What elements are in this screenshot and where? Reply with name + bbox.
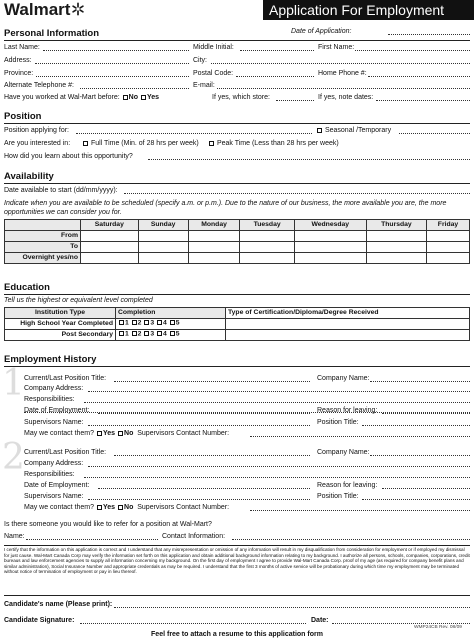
current-title-field[interactable] [114,455,310,456]
table-row [5,330,470,341]
may-contact-row [24,504,229,511]
seasonal-field[interactable] [399,133,470,134]
availability-cell[interactable] [138,242,188,253]
which-store-field[interactable] [276,100,314,101]
full-time-checkbox[interactable] [83,141,88,146]
brand-logo [4,1,85,18]
candidate-signature-field[interactable] [80,623,306,624]
table-row [5,253,470,264]
availability-cell[interactable] [81,242,139,253]
reason-leaving-label: Reason for leaving: [317,407,378,414]
employer-number: 1 [2,363,25,404]
alt-phone-label: Alternate Telephone #: [4,82,74,89]
level-label: 1 [125,330,129,338]
availability-cell[interactable] [81,231,139,242]
referral-name-field[interactable] [26,539,158,540]
table-row [5,242,470,253]
page-title-banner [263,0,474,20]
position-applying-field[interactable] [76,133,312,134]
first-name-field[interactable] [355,50,470,51]
company-name-label: Company Name: [317,375,370,382]
position-title-label: Position Title: [317,493,359,500]
certification-text: I certify that the information on this application is correct and I understand that any misrepresentation or omission of any information will result in my disqualification from consideration for employment or if employed my dismissal for just cause. Wal-Mart Canada Corp may verify the information set forth on this application and obtain additional background information relating to my background. I authorize all persons, schools, companies, corporations, credit bureaus and law enforcement agencies to supply all information concerning my background. On the first day of employment I agree to provide Wal-Mart Canada Corp. proof of my age (as required for company benefit plans and similar administration), Social Insurance Number and appropriate credentials as may be required. I understand that the first 3 months of active service will be probationary during which time my employment may be terminated without notice of termination of employment or pay in lieu thereof. [4,547,470,575]
first-name-label: First Name: [318,44,355,51]
position-title-field[interactable] [362,499,470,500]
day-header: Sunday [138,220,188,231]
level-label: 4 [163,330,167,338]
responsibilities-field[interactable] [84,402,470,403]
referral-question: Is there someone you would like to refer for a position at Wal-Mart? [4,521,212,528]
post-secondary-completion [116,330,226,341]
which-store-label: If yes, which store: [212,94,270,101]
high-school-completion [116,319,226,330]
date-employment-label: Date of Employment: [24,482,90,489]
company-name-field[interactable] [370,455,470,456]
date-employment-label: Date of Employment: [24,407,90,414]
divider [4,123,470,124]
contact-no-checkbox[interactable] [118,505,123,510]
seasonal-label: Seasonal /Temporary [324,127,392,134]
address-label: Address: [4,57,32,64]
availability-cell[interactable] [240,242,294,253]
candidate-name-field[interactable] [114,607,470,608]
supervisor-contact-field[interactable] [250,436,470,437]
last-name-label: Last Name: [4,44,40,51]
contact-yes-label: Yes [102,504,116,511]
reason-leaving-field[interactable] [382,413,470,414]
divider [4,294,470,295]
date-available-label: Date available to start (dd/mm/yyyy): [4,187,118,194]
level-label: 3 [150,319,155,327]
table-row [5,231,470,242]
current-title-label: Current/Last Position Title: [24,449,107,456]
supervisors-name-label: Supervisors Name: [24,493,84,500]
divider [4,183,470,184]
level-label: 2 [137,319,142,327]
availability-cell[interactable] [427,231,470,242]
availability-cell[interactable] [188,231,240,242]
table-row [5,319,470,330]
level-label: 2 [137,330,142,338]
middle-initial-field[interactable] [240,50,314,51]
page-title: Application For Employment [269,2,445,18]
day-header: Tuesday [240,220,294,231]
level-checkbox[interactable] [132,331,137,336]
how-heard-label: How did you learn about this opportunity? [4,153,133,160]
level-label: 5 [175,330,180,338]
row-label-to: To [5,242,81,253]
worked-before-yes-label: Yes [146,94,160,101]
level-checkbox[interactable] [157,320,162,325]
city-field[interactable] [211,63,470,64]
divider [4,545,470,546]
level-label: 5 [175,319,180,327]
worked-before-yes-checkbox[interactable] [141,95,146,100]
email-label: E-mail: [193,82,215,89]
seasonal-checkbox[interactable] [317,128,322,133]
availability-cell[interactable] [240,253,294,264]
certification-cell[interactable] [226,319,470,330]
row-label-from: From [5,231,81,242]
company-name-label: Company Name: [317,449,370,456]
worked-before-label: Have you worked at Wal-Mart before: [4,94,120,101]
peak-time-label: Peak Time (Less than 28 hrs per week) [216,140,339,147]
province-label: Province: [4,70,34,77]
availability-cell[interactable] [294,231,366,242]
date-of-application-label: Date of Application: [291,28,352,35]
availability-cell[interactable] [366,231,426,242]
contact-yes-label: Yes [102,430,116,437]
full-time-option [82,140,199,147]
company-address-field[interactable] [88,466,470,467]
postal-code-label: Postal Code: [193,70,234,77]
signature-date-label: Date: [311,617,329,624]
position-title-field[interactable] [362,425,470,426]
corner-cell [5,220,81,231]
availability-cell[interactable] [427,253,470,264]
date-employment-field[interactable] [98,488,310,489]
supervisor-contact-label: Supervisors Contact Number: [137,430,230,437]
availability-note: Indicate when you are available to be scheduled (specify a.m. or p.m.). Due to the nature of our business, the more available you are, the more opportunities we can consider you for. [4,200,447,216]
education-note: Tell us the highest or equivalent level completed [4,297,153,304]
personal-heading: Personal Information [4,28,100,39]
home-phone-label: Home Phone #: [318,70,367,77]
employment-heading: Employment History [4,354,97,365]
position-title-label: Position Title: [317,419,359,426]
peak-time-checkbox[interactable] [209,141,214,146]
level-checkbox[interactable] [119,320,124,325]
may-contact-row [24,430,229,437]
province-field[interactable] [36,76,189,77]
responsibilities-label: Responsibilities: [24,396,75,403]
how-heard-field[interactable] [148,159,470,160]
row-label-overnight: Overnight yes/no [5,253,81,264]
divider [4,366,470,367]
address-field[interactable] [35,63,189,64]
referral-contact-field[interactable] [232,539,470,540]
signature-date-field[interactable] [332,623,470,624]
day-header: Friday [427,220,470,231]
alt-phone-field[interactable] [80,88,189,89]
peak-time-option [208,140,339,147]
reason-leaving-label: Reason for leaving: [317,482,378,489]
responsibilities-label: Responsibilities: [24,471,75,478]
level-label: 1 [125,319,129,327]
city-label: City: [193,57,207,64]
worked-before-no-checkbox[interactable] [123,95,128,100]
level-checkbox[interactable] [170,320,175,325]
referral-contact-label: Contact Information: [162,533,226,540]
high-school-label: High School Year Completed [5,319,116,330]
availability-cell[interactable] [294,242,366,253]
note-dates-field[interactable] [376,100,470,101]
availability-cell[interactable] [138,253,188,264]
availability-table [4,219,470,264]
candidate-signature-label: Candidate Signature: [4,617,75,624]
availability-cell[interactable] [81,253,139,264]
post-secondary-label: Post Secondary [5,330,116,341]
responsibilities-field[interactable] [84,477,470,478]
divider [4,595,470,596]
form-code: WMP24CB Rev. 08/09 [414,625,462,630]
availability-cell[interactable] [427,242,470,253]
brand-name: Walmart [4,0,71,19]
availability-cell[interactable] [294,253,366,264]
referral-name-label: Name: [4,533,25,540]
day-header: Wednesday [294,220,366,231]
position-heading: Position [4,111,42,122]
position-applying-label: Position applying for: [4,127,69,134]
current-title-field[interactable] [114,381,310,382]
date-of-application-field[interactable] [388,34,470,35]
supervisor-contact-field[interactable] [250,510,470,511]
contact-yes-checkbox[interactable] [97,431,102,436]
supervisors-name-field[interactable] [88,499,310,500]
supervisors-name-label: Supervisors Name: [24,419,84,426]
availability-cell[interactable] [366,253,426,264]
spark-icon [71,2,85,16]
candidate-name-label: Candidate's name (Please print): [4,601,113,608]
current-title-label: Current/Last Position Title: [24,375,107,382]
education-heading: Education [4,282,50,293]
day-header: Saturday [81,220,139,231]
availability-cell[interactable] [188,253,240,264]
availability-heading: Availability [4,171,54,182]
availability-cell[interactable] [138,231,188,242]
level-checkbox[interactable] [119,331,124,336]
completion-header: Completion [116,308,226,319]
education-table [4,307,470,341]
last-name-field[interactable] [43,50,189,51]
company-address-field[interactable] [88,391,470,392]
supervisor-contact-label: Supervisors Contact Number: [137,504,230,511]
reason-leaving-field[interactable] [382,488,470,489]
certification-cell[interactable] [226,330,470,341]
level-checkbox[interactable] [170,331,175,336]
divider [4,40,470,41]
institution-header: Institution Type [5,308,116,319]
contact-no-checkbox[interactable] [118,431,123,436]
email-field[interactable] [217,88,470,89]
employer-number: 2 [2,437,25,478]
level-label: 4 [163,319,167,327]
contact-yes-checkbox[interactable] [97,505,102,510]
level-checkbox[interactable] [157,331,162,336]
may-contact-label: May we contact them? [24,504,95,511]
availability-cell[interactable] [240,231,294,242]
company-name-field[interactable] [370,381,470,382]
day-header: Thursday [366,220,426,231]
worked-before-row [4,94,159,101]
date-employment-field[interactable] [98,413,310,414]
level-checkbox[interactable] [132,320,137,325]
postal-code-field[interactable] [236,76,314,77]
supervisors-name-field[interactable] [88,425,310,426]
may-contact-label: May we contact them? [24,430,95,437]
level-checkbox[interactable] [144,331,149,336]
certification-header: Type of Certification/Diploma/Degree Received [226,308,470,319]
date-available-field[interactable] [124,193,470,194]
note-dates-label: If yes, note dates: [318,94,374,101]
contact-no-label: No [124,504,134,511]
contact-no-label: No [124,430,134,437]
worked-before-no-label: No [128,94,138,101]
day-header: Monday [188,220,240,231]
footer-note: Feel free to attach a resume to this application form [151,631,323,638]
level-checkbox[interactable] [144,320,149,325]
seasonal-option [316,127,391,134]
availability-cell[interactable] [366,242,426,253]
availability-cell[interactable] [188,242,240,253]
home-phone-field[interactable] [368,76,470,77]
interested-label: Are you interested in: [4,140,71,147]
level-label: 3 [150,330,155,338]
company-address-label: Company Address: [24,385,84,392]
middle-initial-label: Middle Initial: [193,44,234,51]
company-address-label: Company Address: [24,460,84,467]
full-time-label: Full Time (Min. of 28 hrs per week) [90,140,199,147]
